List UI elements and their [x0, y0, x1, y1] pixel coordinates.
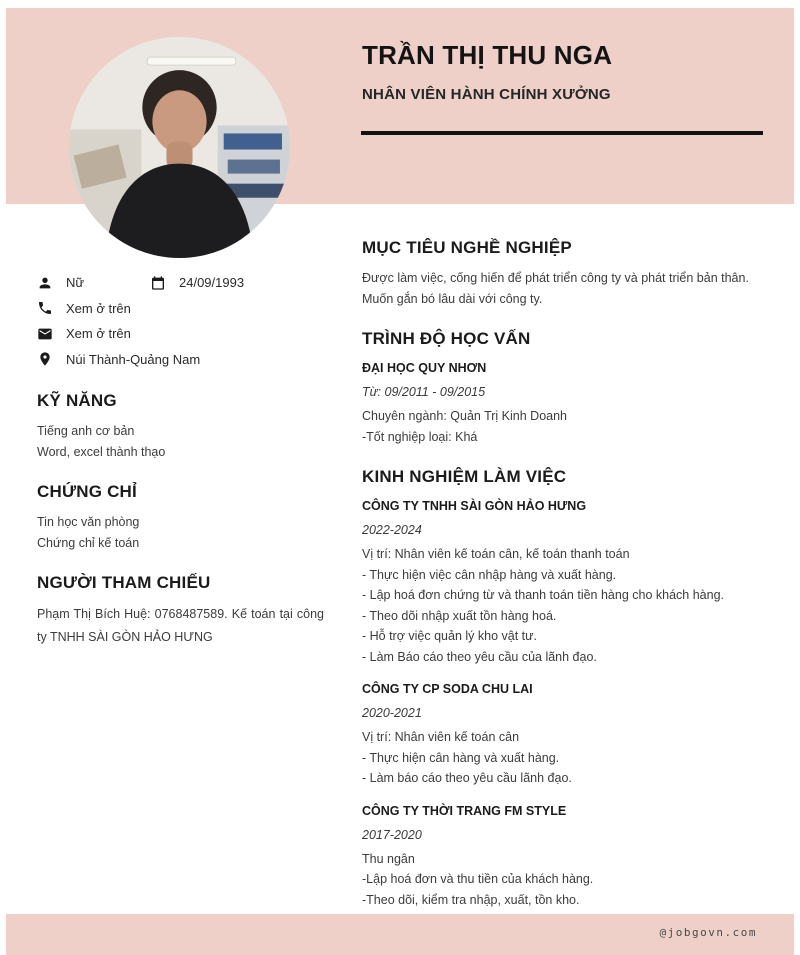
header-rule — [361, 131, 763, 135]
job-detail: Vị trí: Nhân viên kế toán cân — [362, 730, 520, 744]
job-detail: - Hỗ trợ việc quản lý kho vật tư. — [362, 629, 537, 643]
job-detail: - Làm Báo cáo theo yêu cầu của lãnh đạo. — [362, 649, 597, 664]
job-company: CÔNG TY THỜI TRANG FM STYLE — [362, 803, 567, 818]
objective-line: Muốn gắn bó lâu dài với công ty. — [362, 291, 543, 306]
certificate-item: Chứng chỉ kế toán — [37, 536, 140, 550]
job-detail: - Làm báo cáo theo yêu cầu lãnh đạo. — [362, 771, 572, 785]
objective-section — [362, 238, 765, 309]
experience-job-2 — [362, 680, 765, 789]
gender-value: Nữ — [66, 275, 85, 291]
references-heading: NGƯỜI THAM CHIẾU — [37, 573, 211, 592]
job-period: 2020-2021 — [362, 706, 422, 720]
certificates-section — [37, 482, 324, 554]
profile-photo — [69, 37, 290, 258]
education-school: ĐẠI HỌC QUY NHƠN — [362, 361, 487, 375]
watermark-credit: @jobgovn.com — [659, 926, 757, 939]
objective-heading: MỤC TIÊU NGHỀ NGHIỆP — [362, 238, 572, 257]
footer-band — [6, 914, 794, 955]
calendar-icon — [150, 275, 166, 291]
education-period: Từ: 09/2011 - 09/2015 — [362, 385, 486, 399]
skill-item: Word, excel thành thạo — [37, 445, 166, 459]
skills-heading: KỸ NĂNG — [37, 391, 117, 410]
job-detail: - Thực hiện cân hàng và xuất hàng. — [362, 750, 560, 765]
phone-icon — [37, 300, 53, 316]
experience-heading: KINH NGHIỆM LÀM VIỆC — [362, 467, 567, 486]
email-icon — [37, 326, 53, 342]
education-section — [362, 329, 765, 447]
objective-line: Được làm việc, cống hiến để phát triển công ty và phát triển bản thân. — [362, 271, 749, 285]
contact-row-email — [37, 321, 324, 347]
left-column — [37, 270, 324, 648]
certificate-item: Tin học văn phòng — [37, 515, 140, 529]
job-company: CÔNG TY TNHH SÀI GÒN HẢO HƯNG — [362, 499, 587, 513]
job-detail: Vị trí: Nhân viên kế toán cân, kế toán thanh toán — [362, 547, 630, 561]
contact-birthdate — [150, 275, 244, 291]
certificates-heading: CHỨNG CHỈ — [37, 482, 137, 501]
job-detail: - Theo dõi nhập xuất tồn hàng hoá. — [362, 608, 557, 623]
reference-text: Phạm Thị Bích Huệ: 0768487589. Kế toán tại công ty TNHH SÀI GÒN HẢO HƯNG — [37, 607, 324, 644]
job-detail: -Lập hoá đơn và thu tiền của khách hàng. — [362, 872, 594, 886]
job-company: CÔNG TY CP SODA CHU LAI — [362, 682, 533, 696]
right-column — [362, 238, 765, 955]
education-detail: Chuyên ngành: Quản Trị Kinh Doanh — [362, 409, 567, 423]
candidate-job-title: NHÂN VIÊN HÀNH CHÍNH XƯỞNG — [362, 86, 611, 103]
skills-section — [37, 391, 324, 463]
email-value: Xem ở trên — [66, 326, 131, 342]
job-period: 2017-2020 — [362, 827, 422, 842]
contact-row-gender-birthdate — [37, 270, 324, 296]
contact-row-phone — [37, 296, 324, 322]
job-period: 2022-2024 — [362, 523, 422, 537]
experience-job-1 — [362, 497, 765, 667]
job-detail: Thu ngân — [362, 851, 415, 866]
location-icon — [37, 351, 53, 367]
profile-photo-illustration — [69, 37, 290, 258]
person-icon — [37, 275, 53, 291]
candidate-name: TRẦN THỊ THU NGA — [362, 40, 613, 70]
contact-gender — [37, 275, 150, 291]
job-detail: - Thực hiện việc cân nhập hàng và xuất hàng. — [362, 567, 617, 582]
experience-section — [362, 467, 765, 951]
education-heading: TRÌNH ĐỘ HỌC VẤN — [362, 329, 531, 348]
birthdate-value: 24/09/1993 — [179, 275, 245, 291]
references-section — [37, 573, 324, 648]
education-detail: -Tốt nghiệp loại: Khá — [362, 429, 478, 444]
job-detail: - Lập hoá đơn chứng từ và thanh toán tiền hàng cho khách hàng. — [362, 588, 724, 602]
job-detail: -Theo dõi, kiểm tra nhập, xuất, tồn kho. — [362, 892, 580, 907]
skill-item: Tiếng anh cơ bản — [37, 424, 135, 438]
contact-row-address — [37, 347, 324, 373]
address-value: Núi Thành-Quảng Nam — [66, 351, 201, 367]
phone-value: Xem ở trên — [66, 300, 131, 316]
